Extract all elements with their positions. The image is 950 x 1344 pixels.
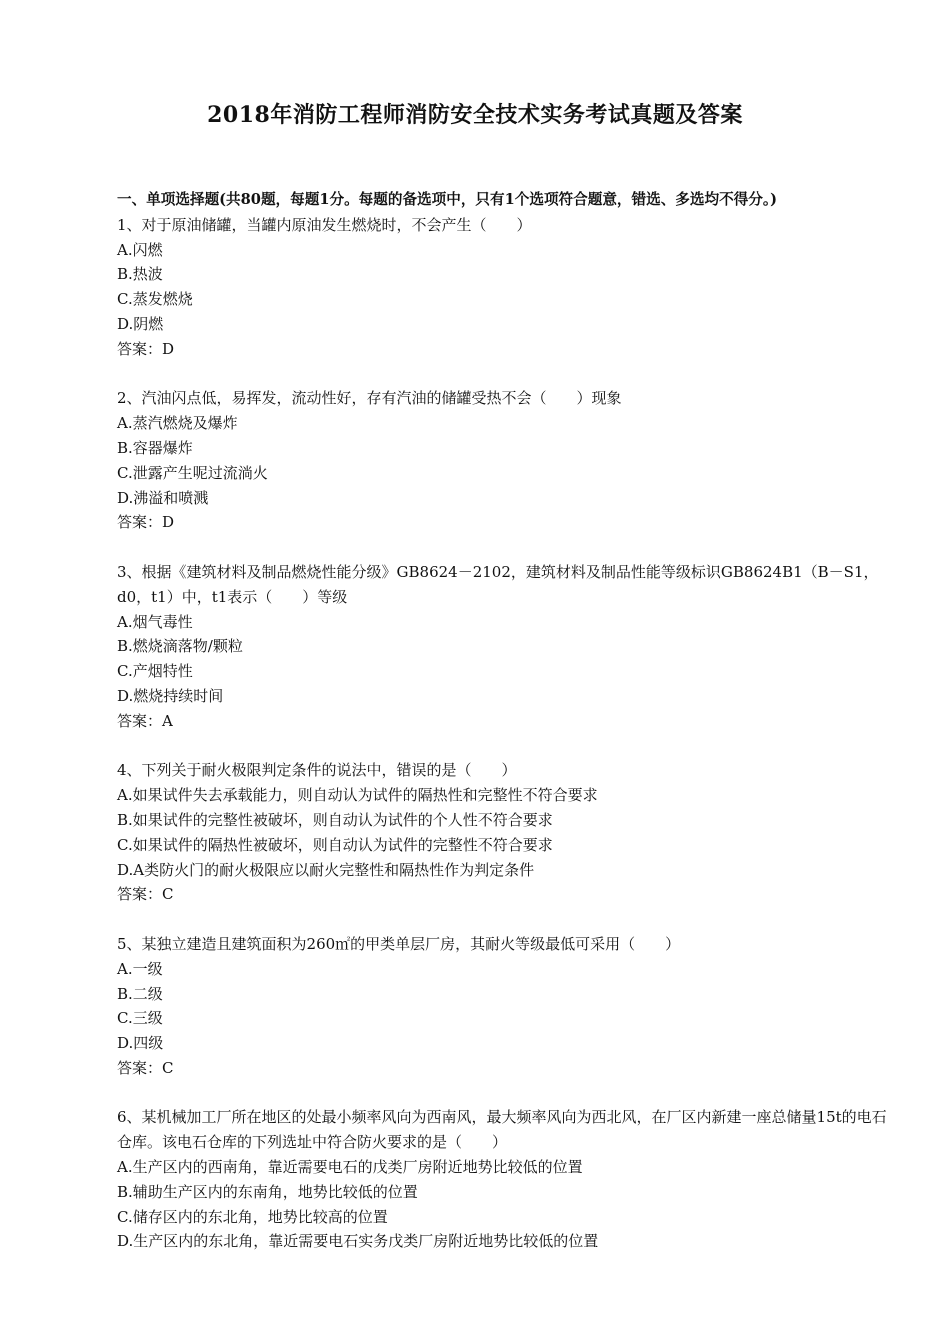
option-d: D.阴燃 — [117, 314, 164, 333]
option-d: D.A类防火门的耐火极限应以耐火完整性和隔热性作为判定条件 — [117, 860, 535, 879]
question-2 — [117, 386, 897, 535]
option-a: A.蒸汽燃烧及爆炸 — [117, 414, 238, 433]
option-a: A.生产区内的西南角，靠近需要电石的戊类厂房附近地势比较低的位置 — [117, 1158, 583, 1177]
option-c: C.泄露产生呢过流淌火 — [117, 463, 268, 482]
option-a: A.闪燃 — [117, 240, 163, 259]
option-b: B.燃烧滴落物/颗粒 — [117, 637, 243, 656]
section-heading: 一、单项选择题(共80题，每题1分。每题的备选项中，只有1个选项符合题意，错选、多选均不得分。) — [117, 191, 778, 208]
question-6 — [117, 1105, 897, 1254]
question-stem: 3、根据《建筑材料及制品燃烧性能分级》GB8624－2102，建筑材料及制品性能等级标识GB8624B1（B－S1，d0，t1）中，t1表示（ ）等级 — [117, 562, 879, 606]
document-body — [117, 188, 897, 1254]
answer: 答案：C — [117, 885, 174, 904]
question-1 — [117, 213, 897, 362]
option-b: B.辅助生产区内的东南角，地势比较低的位置 — [117, 1182, 418, 1201]
option-b: B.如果试件的完整性被破坏，则自动认为试件的个人性不符合要求 — [117, 810, 553, 829]
option-d: D.沸溢和喷溅 — [117, 488, 209, 507]
question-stem: 5、某独立建造且建筑面积为260㎡的甲类单层厂房，其耐火等级最低可采用（ ） — [117, 934, 681, 953]
question-5 — [117, 932, 897, 1081]
option-b: B.容器爆炸 — [117, 438, 193, 457]
option-c: C.蒸发燃烧 — [117, 290, 193, 309]
option-d: D.燃烧持续时间 — [117, 686, 224, 705]
question-stem: 2、汽油闪点低，易挥发，流动性好，存有汽油的储罐受热不会（ ）现象 — [117, 389, 622, 408]
question-stem: 4、下列关于耐火极限判定条件的说法中，错误的是（ ） — [117, 761, 517, 780]
option-d: D.四级 — [117, 1034, 164, 1053]
option-d: D.生产区内的东北角，靠近需要电石实务戊类厂房附近地势比较低的位置 — [117, 1232, 599, 1251]
question-stem: 6、某机械加工厂所在地区的处最小频率风向为西南风，最大频率风向为西北风，在厂区内新建一座总储量15t的电石仓库。该电石仓库的下列选址中符合防火要求的是（ ） — [117, 1108, 887, 1152]
option-c: C.储存区内的东北角，地势比较高的位置 — [117, 1207, 388, 1226]
question-4 — [117, 758, 897, 907]
option-a: A.一级 — [117, 959, 163, 978]
answer: 答案：D — [117, 513, 175, 532]
option-c: C.产烟特性 — [117, 662, 193, 681]
answer: 答案：C — [117, 1058, 174, 1077]
answer: 答案：D — [117, 339, 175, 358]
option-a: A.如果试件失去承载能力，则自动认为试件的隔热性和完整性不符合要求 — [117, 786, 598, 805]
option-b: B.二级 — [117, 984, 163, 1003]
option-c: C.如果试件的隔热性被破坏，则自动认为试件的完整性不符合要求 — [117, 835, 553, 854]
answer: 答案：A — [117, 711, 173, 730]
document-title: 2018年消防工程师消防安全技术实务考试真题及答案 — [207, 102, 743, 128]
option-b: B.热波 — [117, 265, 163, 284]
option-c: C.三级 — [117, 1009, 163, 1028]
question-3 — [117, 560, 897, 734]
option-a: A.烟气毒性 — [117, 612, 193, 631]
question-stem: 1、对于原油储罐，当罐内原油发生燃烧时，不会产生（ ） — [117, 215, 532, 234]
